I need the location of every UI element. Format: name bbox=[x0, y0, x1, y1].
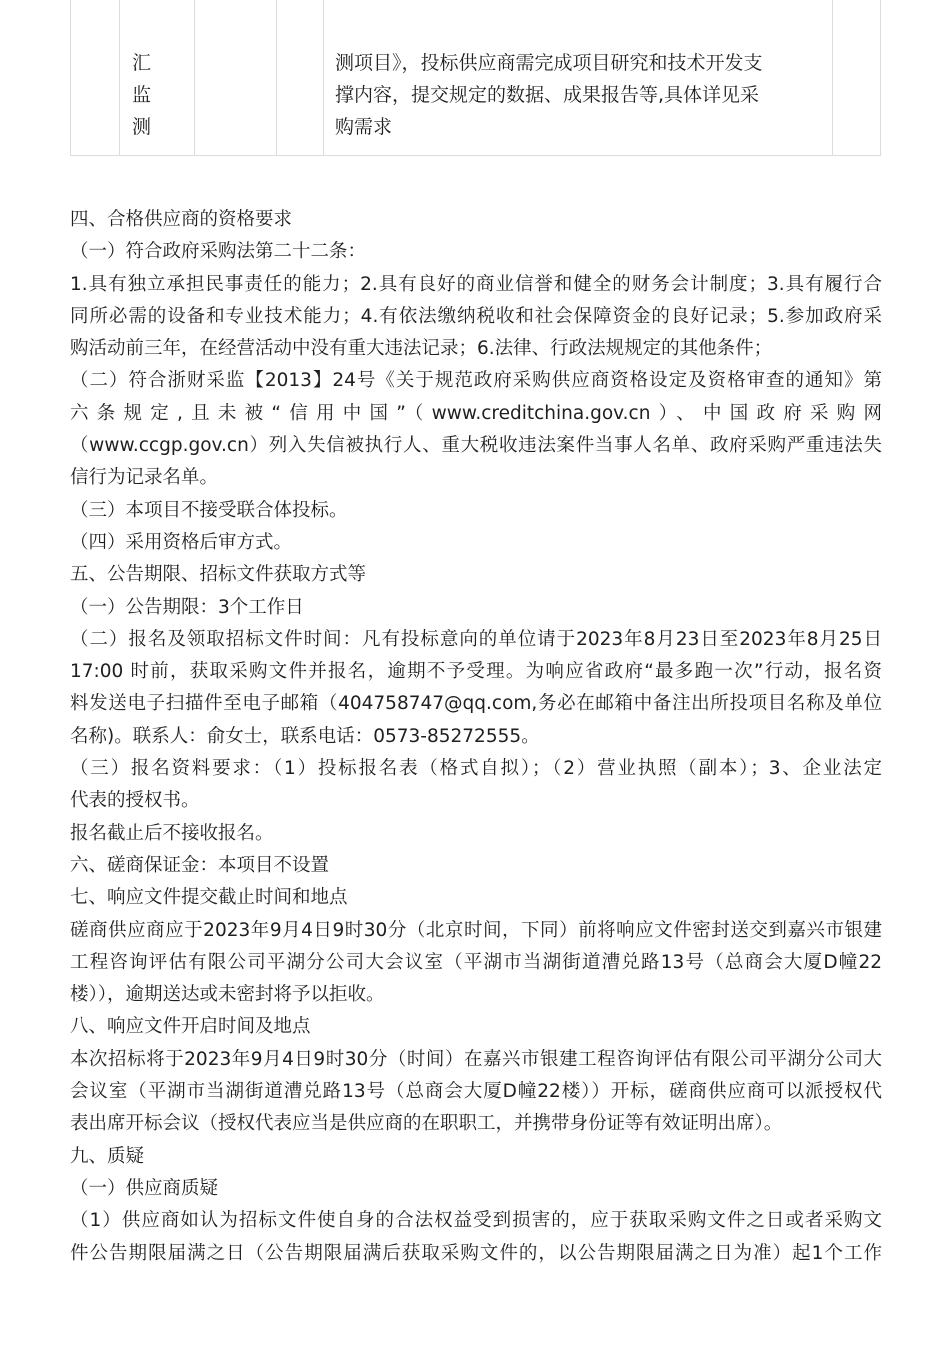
section-heading: 九、质疑 bbox=[70, 1145, 145, 1167]
paragraph-line: （三）报名资料要求：（1）投标报名表（格式自拟）；（2）营业执照（副本）；3、企业法定 bbox=[70, 758, 882, 780]
paragraph-line: 1.具有独立承担民事责任的能力；2.具有良好的商业信誉和健全的财务会计制度；3.具有履行合 bbox=[70, 273, 882, 295]
paragraph-line: 六条规定,且未被“信用中国”（www.creditchina.gov.cn）、中国政府采购网 bbox=[70, 402, 882, 424]
paragraph-line: 件公告期限届满之日（公告期限届满后获取采购文件的，以公告期限届满之日为准）起1个工作 bbox=[70, 1242, 882, 1264]
section-heading: 四、合格供应商的资格要求 bbox=[70, 209, 293, 230]
document-page bbox=[70, 0, 882, 1264]
section-heading: 八、响应文件开启时间及地点 bbox=[70, 1016, 311, 1038]
cell-line: 撑内容，提交规定的数据、成果报告等,具体详见采 bbox=[335, 84, 760, 106]
document-body bbox=[70, 204, 882, 1270]
section-heading: 七、响应文件提交截止时间和地点 bbox=[70, 887, 348, 909]
table-divider bbox=[119, 0, 120, 155]
table-cell-description bbox=[335, 47, 827, 143]
paragraph-line: 料发送电子扫描件至电子邮箱（404758747@qq.com,务必在邮箱中备注出所投项目名称及单位 bbox=[70, 693, 882, 715]
section-heading: 五、公告期限、招标文件获取方式等 bbox=[70, 564, 367, 586]
table-fragment bbox=[70, 0, 881, 156]
paragraph-line: 报名截止后不接收报名。 bbox=[70, 822, 274, 844]
paragraph-line: 名称)。联系人：俞女士，联系电话：0573-85272555。 bbox=[70, 725, 540, 747]
paragraph-line: （二）符合浙财采监【2013】24号《关于规范政府采购供应商资格设定及资格审查的通知》第 bbox=[70, 370, 882, 392]
table-divider bbox=[276, 0, 277, 155]
paragraph-line: （1）供应商如认为招标文件使自身的合法权益受到损害的，应于获取采购文件之日或者采购文 bbox=[70, 1210, 882, 1232]
table-divider bbox=[194, 0, 195, 155]
paragraph-line: 表出席开标会议（授权代表应当是供应商的在职职工，并携带身份证等有效证明出席）。 bbox=[70, 1113, 783, 1135]
subsection-heading: （一）供应商质疑 bbox=[70, 1177, 219, 1199]
paragraph-line: （二）报名及领取招标文件时间：凡有投标意向的单位请于2023年8月23日至2023年8月25日 bbox=[70, 628, 882, 650]
paragraph-line: （四）采用资格后审方式。 bbox=[70, 531, 293, 553]
paragraph-line: （三）本项目不接受联合体投标。 bbox=[70, 499, 348, 521]
paragraph-line: 磋商供应商应于2023年9月4日9时30分（北京时间，下同）前将响应文件密封送交到嘉兴市银建 bbox=[70, 919, 882, 941]
paragraph-line: 本次招标将于2023年9月4日9时30分（时间）在嘉兴市银建工程咨询评估有限公司平湖分公司大 bbox=[70, 1048, 882, 1070]
section-heading: 六、磋商保证金：本项目不设置 bbox=[70, 854, 330, 876]
cell-line: 汇 监 bbox=[132, 52, 158, 106]
subsection-heading: （一）符合政府采购法第二十二条： bbox=[70, 241, 367, 263]
cell-line: 购需求 bbox=[335, 116, 393, 138]
paragraph-line: 工程咨询评估有限公司平湖分公司大会议室（平湖市当湖街道漕兑路13号（总商会大厦D幢22 bbox=[70, 951, 882, 973]
paragraph-line: 17:00 时前，获取采购文件并报名，逾期不予受理。为响应省政府“最多跑一次”行动，报名资 bbox=[70, 661, 882, 683]
table-divider bbox=[832, 0, 833, 155]
cell-line: 测 bbox=[132, 116, 158, 138]
paragraph-line: 会议室（平湖市当湖街道漕兑路13号（总商会大厦D幢22楼））开标，磋商供应商可以派授权代 bbox=[70, 1081, 882, 1103]
paragraph-line: 代表的授权书。 bbox=[70, 790, 200, 812]
paragraph-line: （一）公告期限：3个工作日 bbox=[70, 596, 304, 618]
paragraph-line: 购活动前三年，在经营活动中没有重大违法记录；6.法律、行政法规规定的其他条件； bbox=[70, 338, 773, 360]
paragraph-line: 信行为记录名单。 bbox=[70, 467, 219, 489]
paragraph-line: （www.ccgp.gov.cn）列入失信被执行人、重大税收违法案件当事人名单、政府采购严重违法失 bbox=[70, 435, 882, 457]
table-divider bbox=[323, 0, 324, 155]
table-cell-category bbox=[132, 47, 192, 143]
paragraph-line: 楼）），逾期送达或未密封将予以拒收。 bbox=[70, 984, 385, 1006]
paragraph-line: 同所必需的设备和专业技术能力；4.有依法缴纳税收和社会保障资金的良好记录；5.参加政府采 bbox=[70, 305, 882, 327]
cell-line: 测项目》，投标供应商需完成项目研究和技术开发支 bbox=[335, 52, 763, 74]
